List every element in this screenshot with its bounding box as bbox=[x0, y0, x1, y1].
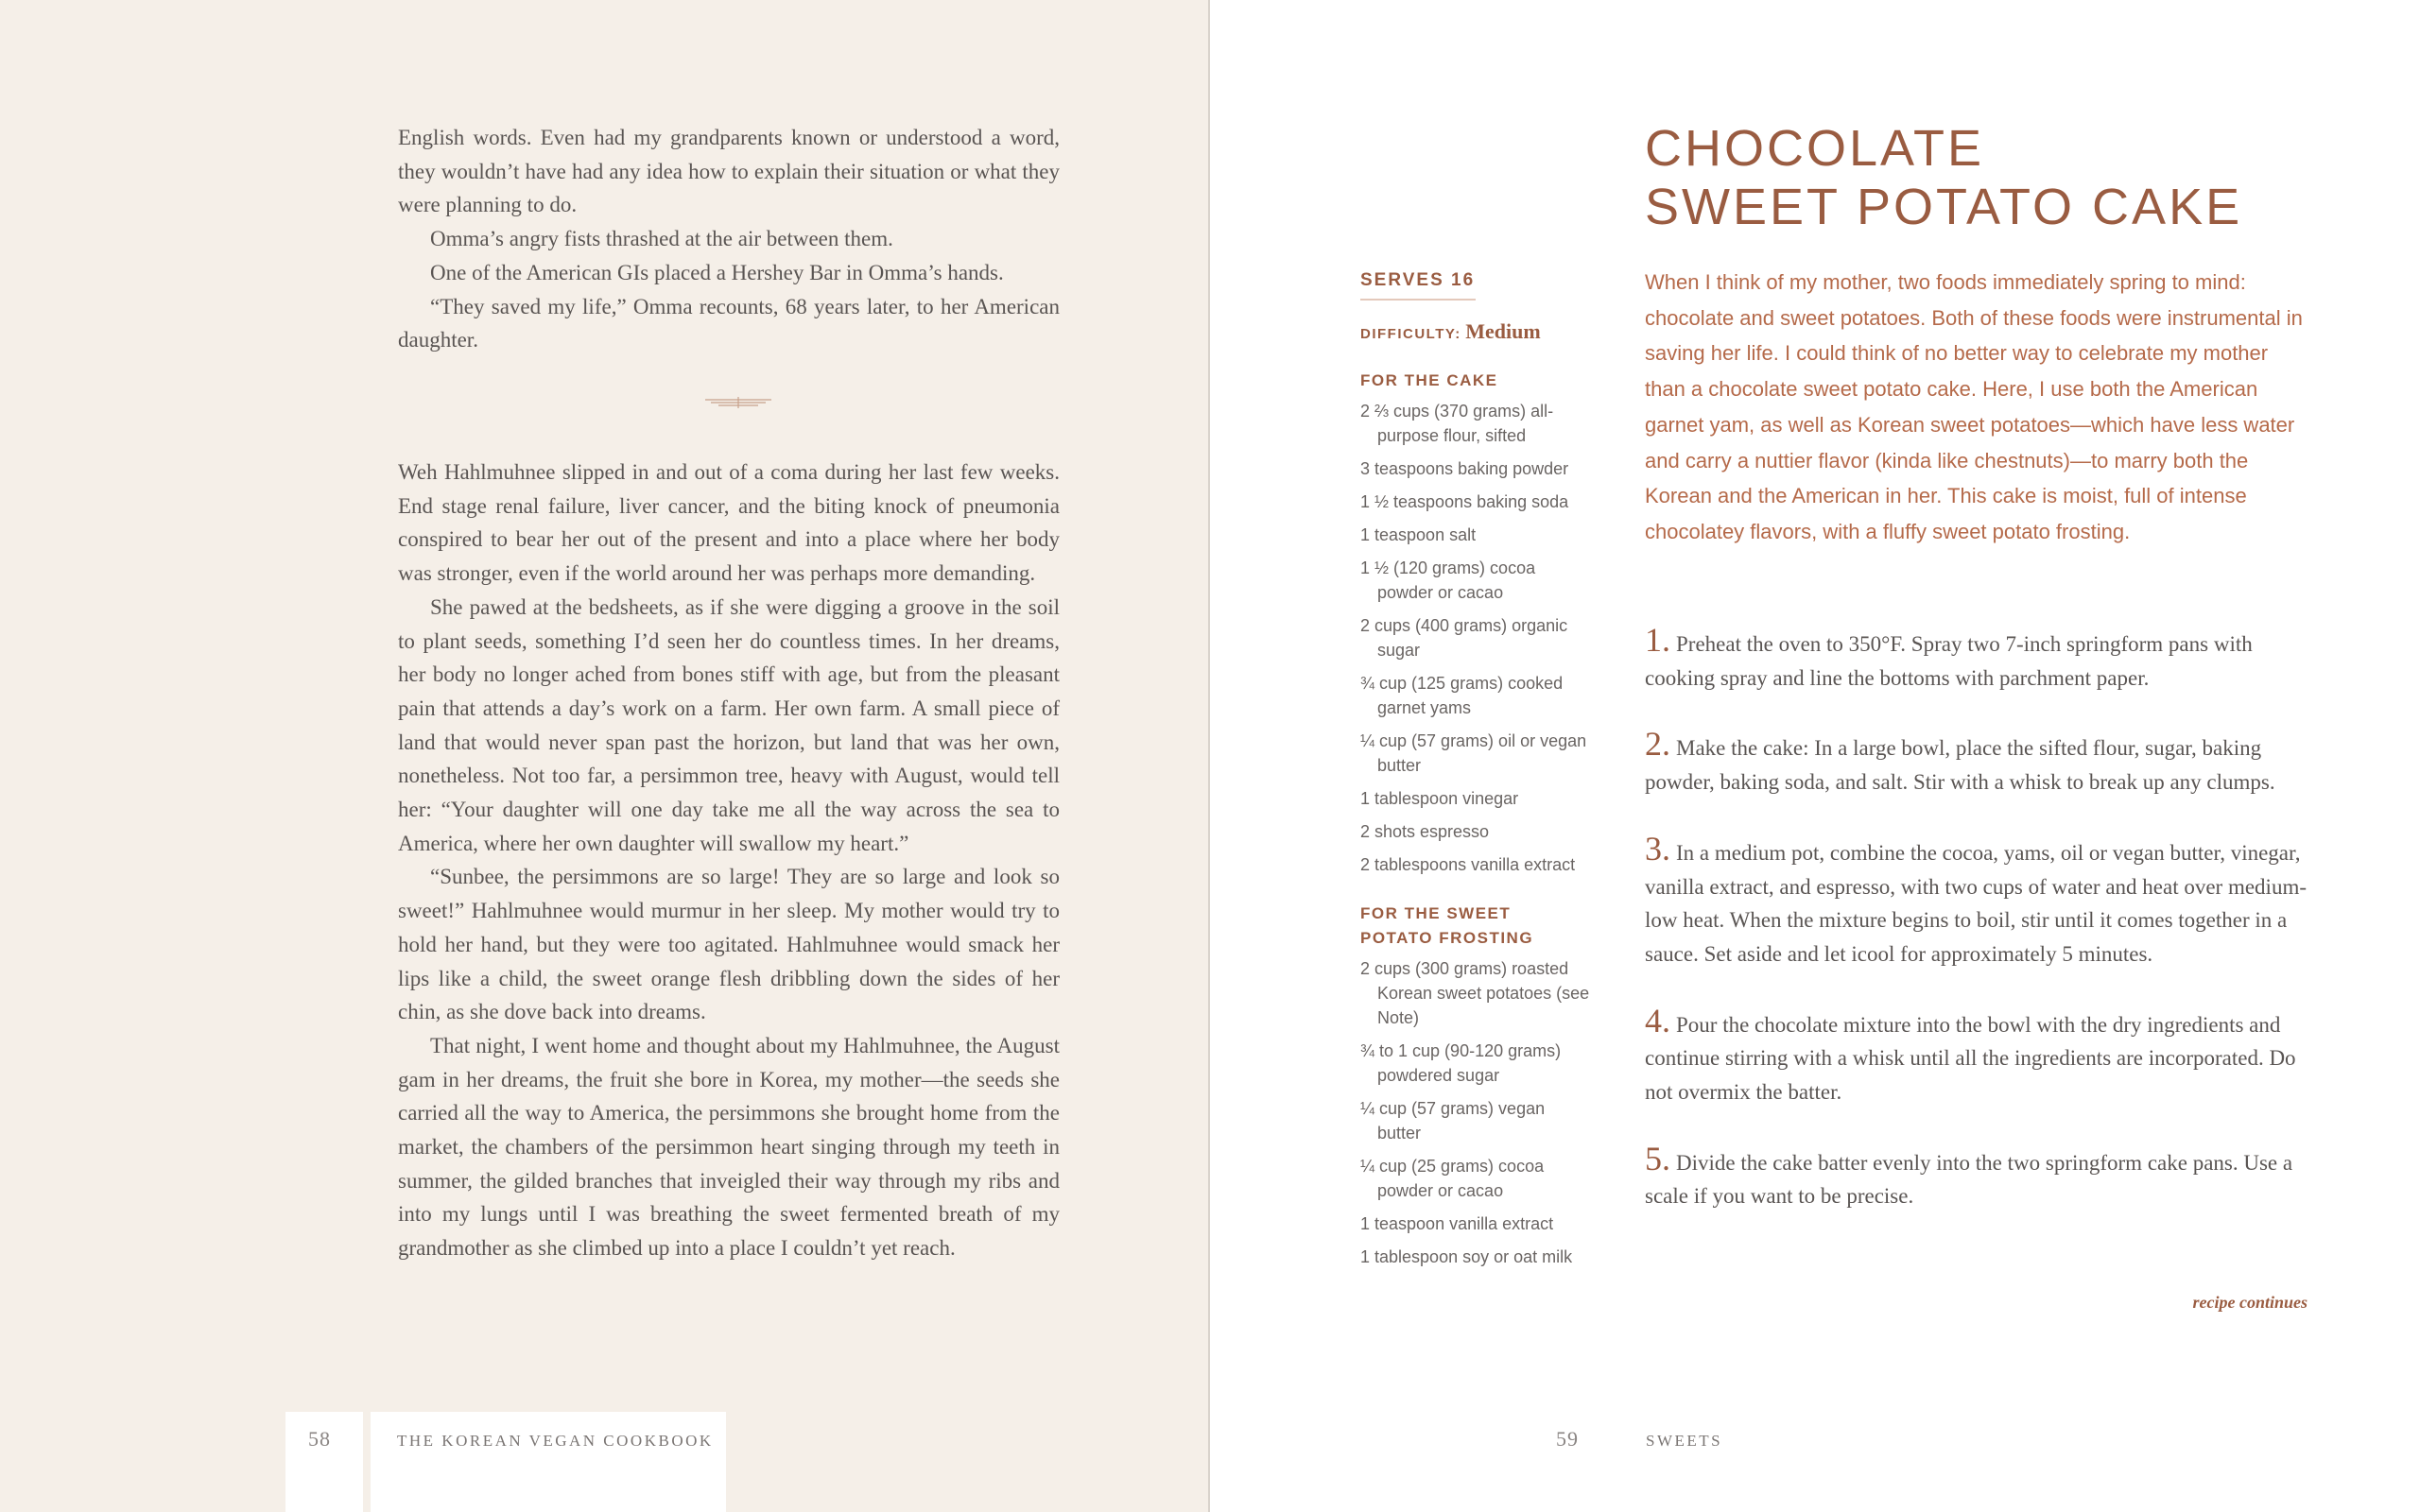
running-head-right: SWEETS bbox=[1646, 1432, 1723, 1450]
paragraph: Omma’s angry fists thrashed at the air between them. bbox=[430, 227, 893, 251]
ingredient-item: 2 cups (400 grams) organic sugar bbox=[1360, 616, 1568, 660]
difficulty-value: Medium bbox=[1465, 319, 1541, 343]
ingredients-sidebar bbox=[1360, 270, 1591, 1278]
recipe-step bbox=[1645, 1001, 2307, 1109]
section-ornament-icon bbox=[705, 397, 771, 408]
frosting-heading-line: FOR THE SWEET bbox=[1360, 904, 1512, 922]
paragraph: That night, I went home and thought about my Hahlmuhnee, the August gam in her dreams, the fruit she bore in Korea, my mother—the seeds she carried all the way to America, the persimmons she brought home from the market, the chambers of the persimmon heart singing through my teeth in summer, the gilded branches that inveigled their way through my ribs and into my lungs until I was breathing the sweet fermented breath of my grandmother as she climbed up into a place I couldn’t yet reach. bbox=[398, 1033, 1060, 1261]
frosting-ingredients-list bbox=[1360, 956, 1591, 1269]
recipe-step bbox=[1645, 725, 2307, 799]
recipe-continues-note: recipe continues bbox=[2192, 1293, 2308, 1312]
ingredient-item: 1 teaspoon vanilla extract bbox=[1360, 1214, 1554, 1233]
ingredient-item: ¼ cup (25 grams) cocoa powder or cacao bbox=[1360, 1157, 1545, 1200]
step-text: Divide the cake batter evenly into the two springform cake pans. Use a scale if you want to be precise. bbox=[1645, 1150, 2293, 1209]
paragraph: “Sunbee, the persimmons are so large! They are so large and look so sweet!” Hahlmuhnee would murmur in her sleep. My mother would try to hold her hand, but they were too agitated. Hahlmuhnee would smack her lips like a child, the sweet orange flesh dribbling down the sides of her chin, as she dove back into dreams. bbox=[398, 865, 1060, 1024]
recipe-step bbox=[1645, 1139, 2307, 1213]
ingredient-item: ¼ cup (57 grams) vegan butter bbox=[1360, 1099, 1546, 1143]
cake-ingredients-heading: FOR THE CAKE bbox=[1360, 371, 1498, 389]
serves-divider bbox=[1360, 299, 1476, 301]
ingredient-item: 1 ½ teaspoons baking soda bbox=[1360, 492, 1569, 511]
step-number: 1. bbox=[1645, 621, 1670, 659]
recipe-headnote: When I think of my mother, two foods immediately spring to mind: chocolate and sweet potatoes. Both of these foods were instrumental in saving her life. I could think of no better way to celebrate my mother than a chocolate sweet potato cake. Here, I use both the American garnet yam, as well as Korean sweet potatoes—which have less water and carry a nuttier flavor (kinda like chestnuts)—to marry both the Korean and the American in her. This cake is moist, full of intense chocolatey flavors, with a fluffy sweet potato frosting. bbox=[1645, 270, 2303, 543]
ingredient-item: ¾ cup (125 grams) cooked garnet yams bbox=[1360, 674, 1564, 717]
difficulty-line bbox=[1360, 319, 1591, 344]
ingredient-item: 2 tablespoons vanilla extract bbox=[1360, 855, 1576, 874]
ingredient-item: 1 tablespoon vinegar bbox=[1360, 789, 1519, 808]
running-head-left: THE KOREAN VEGAN COOKBOOK bbox=[397, 1432, 714, 1450]
intro-text-block bbox=[398, 121, 1060, 357]
cake-ingredients-list bbox=[1360, 399, 1591, 877]
step-text: Pour the chocolate mixture into the bowl with the dry ingredients and continue stirring with a whisk until all the ingredients are incorporated. Do not overmix the batter. bbox=[1645, 1012, 2296, 1105]
ingredient-item: 1 teaspoon salt bbox=[1360, 525, 1477, 544]
step-number: 4. bbox=[1645, 1001, 1670, 1040]
step-text: Make the cake: In a large bowl, place the sifted flour, sugar, baking powder, baking soda, and salt. Stir with a whisk to break up any clumps. bbox=[1645, 736, 2275, 795]
ingredient-item: ¾ to 1 cup (90-120 grams) powdered sugar bbox=[1360, 1041, 1562, 1085]
step-number: 2. bbox=[1645, 725, 1670, 764]
ingredient-item: 3 teaspoons baking powder bbox=[1360, 459, 1569, 478]
step-number: 5. bbox=[1645, 1139, 1670, 1177]
step-text: Preheat the oven to 350°F. Spray two 7-inch springform pans with cooking spray and line the bottoms with parchment paper. bbox=[1645, 632, 2253, 690]
serves-label: SERVES 16 bbox=[1360, 270, 1476, 290]
ingredient-item: ¼ cup (57 grams) oil or vegan butter bbox=[1360, 731, 1587, 775]
paragraph: Weh Hahlmuhnee slipped in and out of a coma during her last few weeks. End stage renal failure, liver cancer, and the biting knock of pneumonia conspired to bear her out of the present and into a place where her body was stronger, even if the world around her was perhaps more demanding. bbox=[398, 460, 1060, 586]
recipe-title bbox=[1645, 119, 2242, 236]
page-number-left: 58 bbox=[308, 1427, 331, 1451]
paragraph: She pawed at the bedsheets, as if she were digging a groove in the soil to plant seeds, something I’d seen her do countless times. In her dreams, her body no longer ached from bones stiff with age, but from the pleasant pain that attends a day’s work on a farm. Her own farm. A small piece of land that would never span past the horizon, but land that was her own, nonetheless. Not too far, a persimmon tree, heavy with August, would tell her: “Your daughter will one day take me all the way across the sea to America, where her own daughter will swallow my heart.” bbox=[398, 594, 1060, 855]
ingredient-item: 2 shots espresso bbox=[1360, 822, 1490, 841]
page-number-right: 59 bbox=[1556, 1427, 1579, 1451]
recipe-title-line: SWEET POTATO CAKE bbox=[1645, 179, 2243, 235]
step-text: In a medium pot, combine the cocoa, yams, oil or vegan butter, vinegar, vanilla extract, and espresso, with two cups of water and heat over medium-low heat. When the mixture begins to boil, stir until it comes together in a sauce. Set aside and let icool for approximately 5 minutes. bbox=[1645, 840, 2307, 966]
ingredient-item: 2 cups (300 grams) roasted Korean sweet potatoes (see Note) bbox=[1360, 959, 1590, 1027]
ingredient-item: 2 ⅔ cups (370 grams) all-purpose flour, sifted bbox=[1360, 402, 1554, 445]
recipe-steps bbox=[1645, 621, 2307, 1246]
frosting-ingredients-heading bbox=[1360, 902, 1591, 951]
paragraph: “They saved my life,” Omma recounts, 68 years later, to her American daughter. bbox=[398, 294, 1060, 352]
ingredient-item: 1 tablespoon soy or oat milk bbox=[1360, 1247, 1573, 1266]
difficulty-label: DIFFICULTY: bbox=[1360, 326, 1461, 342]
recipe-step bbox=[1645, 621, 2307, 695]
recipe-title-line: CHOCOLATE bbox=[1645, 120, 1985, 177]
main-text-block bbox=[398, 455, 1060, 1265]
paragraph: English words. Even had my grandparents known or understood a word, they wouldn’t have had any idea how to explain their situation or what they were planning to do. bbox=[398, 126, 1060, 217]
paragraph: One of the American GIs placed a Hershey Bar in Omma’s hands. bbox=[430, 260, 1004, 284]
frosting-heading-line: POTATO FROSTING bbox=[1360, 929, 1534, 947]
step-number: 3. bbox=[1645, 829, 1670, 868]
recipe-step bbox=[1645, 829, 2307, 971]
ingredient-item: 1 ½ (120 grams) cocoa powder or cacao bbox=[1360, 558, 1536, 602]
left-running-head-box bbox=[371, 1412, 726, 1512]
